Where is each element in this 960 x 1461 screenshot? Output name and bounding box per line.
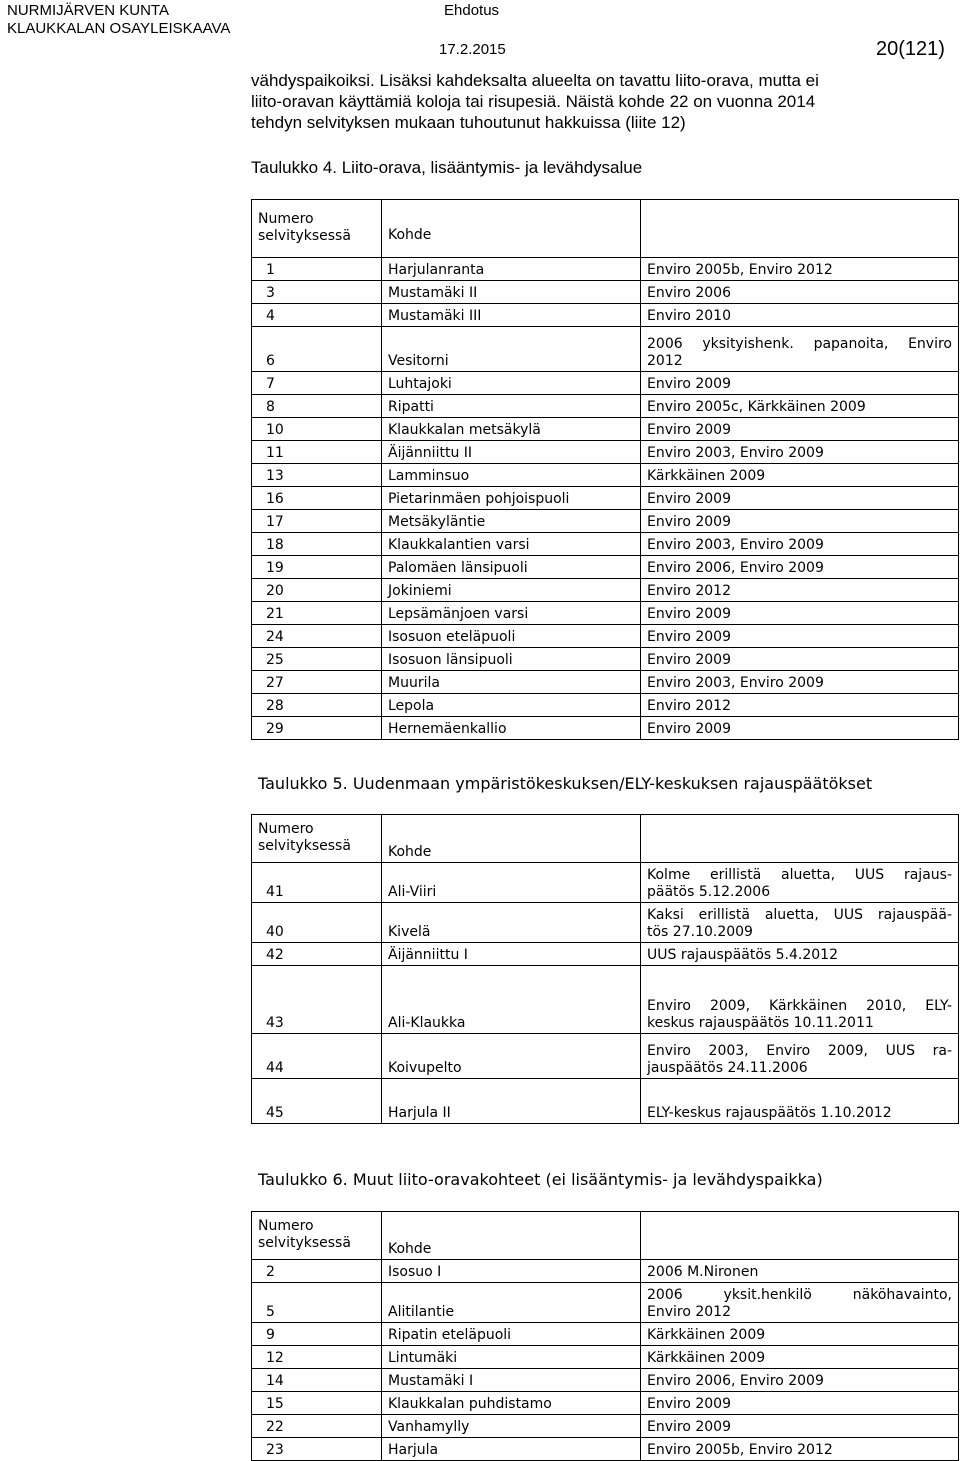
row-source: Enviro 2009 bbox=[641, 487, 959, 510]
table-row bbox=[252, 1438, 959, 1461]
row-number: 13 bbox=[252, 464, 382, 487]
table-row bbox=[252, 1392, 959, 1415]
row-source: Enviro 2012 bbox=[641, 694, 959, 717]
row-site: Äijänniittu I bbox=[382, 943, 641, 966]
row-site: Luhtajoki bbox=[382, 372, 641, 395]
table-row bbox=[252, 1369, 959, 1392]
row-source: UUS rajauspäätös 5.4.2012 bbox=[641, 943, 959, 966]
row-site: Muurila bbox=[382, 671, 641, 694]
row-source: Enviro 2009 bbox=[641, 510, 959, 533]
table-row bbox=[252, 943, 959, 966]
row-source-line: Kaksi erillistä aluetta, UUS rajauspää- bbox=[647, 907, 952, 923]
row-site: Vanhamylly bbox=[382, 1415, 641, 1438]
row-number: 43 bbox=[252, 966, 382, 1034]
row-site: Pietarinmäen pohjoispuoli bbox=[382, 487, 641, 510]
row-site: Lepola bbox=[382, 694, 641, 717]
row-source: Enviro 2003, Enviro 2009 bbox=[641, 533, 959, 556]
row-number: 4 bbox=[252, 304, 382, 327]
row-source: Kärkkäinen 2009 bbox=[641, 1346, 959, 1369]
row-source: Enviro 2009 bbox=[641, 372, 959, 395]
row-site: Lepsämänjoen varsi bbox=[382, 602, 641, 625]
row-source: Enviro 2005b, Enviro 2012 bbox=[641, 258, 959, 281]
row-site: Ripatti bbox=[382, 395, 641, 418]
row-source bbox=[641, 863, 959, 903]
table-row bbox=[252, 717, 959, 740]
header-source bbox=[641, 200, 959, 258]
row-site: Lamminsuo bbox=[382, 464, 641, 487]
row-source-line: Kolme erillistä aluetta, UUS rajaus- bbox=[647, 867, 952, 883]
row-number: 5 bbox=[252, 1283, 382, 1323]
row-site: Alitilantie bbox=[382, 1283, 641, 1323]
table-row bbox=[252, 579, 959, 602]
table-row bbox=[252, 441, 959, 464]
row-source: Enviro 2010 bbox=[641, 304, 959, 327]
table5 bbox=[251, 814, 959, 1124]
table-row bbox=[252, 966, 959, 1034]
row-number: 6 bbox=[252, 327, 382, 372]
table-header-row bbox=[252, 1212, 959, 1260]
row-source: Enviro 2012 bbox=[641, 579, 959, 602]
table-row bbox=[252, 395, 959, 418]
row-number: 9 bbox=[252, 1323, 382, 1346]
row-site: Harjulanranta bbox=[382, 258, 641, 281]
table-row bbox=[252, 304, 959, 327]
row-source: Enviro 2003, Enviro 2009 bbox=[641, 441, 959, 464]
page-number: 20(121) bbox=[876, 38, 945, 60]
table6 bbox=[251, 1211, 959, 1461]
row-site: Isosuo I bbox=[382, 1260, 641, 1283]
table-row bbox=[252, 418, 959, 441]
intro-paragraph bbox=[251, 70, 951, 133]
header-site: Kohde bbox=[382, 815, 641, 863]
row-site: Metsäkyläntie bbox=[382, 510, 641, 533]
table-row bbox=[252, 625, 959, 648]
row-site: Harjula II bbox=[382, 1079, 641, 1124]
row-site: Isosuon länsipuoli bbox=[382, 648, 641, 671]
table-row bbox=[252, 694, 959, 717]
table-row bbox=[252, 903, 959, 943]
row-source bbox=[641, 903, 959, 943]
row-site: Mustamäki III bbox=[382, 304, 641, 327]
table-row bbox=[252, 556, 959, 579]
row-site: Palomäen länsipuoli bbox=[382, 556, 641, 579]
row-number: 25 bbox=[252, 648, 382, 671]
table-row bbox=[252, 1415, 959, 1438]
table-row bbox=[252, 671, 959, 694]
row-site: Klaukkalan metsäkylä bbox=[382, 418, 641, 441]
table-header-row bbox=[252, 200, 959, 258]
table-header-row bbox=[252, 815, 959, 863]
row-source: Enviro 2006 bbox=[641, 281, 959, 304]
header-site: Kohde bbox=[382, 1212, 641, 1260]
row-number: 15 bbox=[252, 1392, 382, 1415]
row-number: 18 bbox=[252, 533, 382, 556]
row-site: Isosuon eteläpuoli bbox=[382, 625, 641, 648]
row-site: Kivelä bbox=[382, 903, 641, 943]
row-source bbox=[641, 327, 959, 372]
table-row bbox=[252, 648, 959, 671]
row-source bbox=[641, 966, 959, 1034]
row-number: 12 bbox=[252, 1346, 382, 1369]
row-number: 7 bbox=[252, 372, 382, 395]
document-date: 17.2.2015 bbox=[439, 41, 506, 58]
row-number: 1 bbox=[252, 258, 382, 281]
row-source: 2006 M.Nironen bbox=[641, 1260, 959, 1283]
row-site: Mustamäki I bbox=[382, 1369, 641, 1392]
table-row bbox=[252, 1079, 959, 1124]
table-row bbox=[252, 281, 959, 304]
row-site: Koivupelto bbox=[382, 1034, 641, 1079]
header-source bbox=[641, 1212, 959, 1260]
row-source: Enviro 2006, Enviro 2009 bbox=[641, 556, 959, 579]
row-site: Harjula bbox=[382, 1438, 641, 1461]
row-number: 19 bbox=[252, 556, 382, 579]
row-source: ELY-keskus rajauspäätös 1.10.2012 bbox=[641, 1079, 959, 1124]
header-site: Kohde bbox=[382, 200, 641, 258]
row-source-line: 2012 bbox=[647, 353, 683, 369]
row-source: Enviro 2003, Enviro 2009 bbox=[641, 671, 959, 694]
document-header-org bbox=[7, 2, 230, 38]
row-source: Enviro 2009 bbox=[641, 1392, 959, 1415]
row-source: Enviro 2006, Enviro 2009 bbox=[641, 1369, 959, 1392]
row-number: 20 bbox=[252, 579, 382, 602]
intro-line: tehdyn selvityksen mukaan tuhoutunut hakkuissa (liite 12) bbox=[251, 113, 686, 132]
table-row bbox=[252, 327, 959, 372]
row-number: 29 bbox=[252, 717, 382, 740]
table5-caption: Taulukko 5. Uudenmaan ympäristökeskuksen/ELY-keskuksen rajauspäätökset bbox=[258, 774, 873, 793]
table4-caption: Taulukko 4. Liito-orava, lisääntymis- ja levähdysalue bbox=[251, 158, 643, 177]
table-row bbox=[252, 372, 959, 395]
row-source-line: Enviro 2012 bbox=[647, 1304, 731, 1320]
row-number: 10 bbox=[252, 418, 382, 441]
table-row bbox=[252, 1323, 959, 1346]
table-row bbox=[252, 533, 959, 556]
row-site: Klaukkalan puhdistamo bbox=[382, 1392, 641, 1415]
row-site: Ali-Klaukka bbox=[382, 966, 641, 1034]
row-source: Enviro 2009 bbox=[641, 625, 959, 648]
table-row bbox=[252, 1346, 959, 1369]
row-source-line: Enviro 2009, Kärkkäinen 2010, ELY- bbox=[647, 998, 952, 1014]
row-source: Enviro 2009 bbox=[641, 418, 959, 441]
row-source-line: keskus rajauspäätös 10.11.2011 bbox=[647, 1015, 874, 1031]
table-row bbox=[252, 510, 959, 533]
row-number: 28 bbox=[252, 694, 382, 717]
row-number: 45 bbox=[252, 1079, 382, 1124]
row-source: Kärkkäinen 2009 bbox=[641, 464, 959, 487]
row-number: 14 bbox=[252, 1369, 382, 1392]
row-number: 40 bbox=[252, 903, 382, 943]
row-number: 44 bbox=[252, 1034, 382, 1079]
row-source-line: Enviro 2003, Enviro 2009, UUS ra- bbox=[647, 1043, 952, 1059]
table4 bbox=[251, 199, 959, 740]
row-number: 2 bbox=[252, 1260, 382, 1283]
table-row bbox=[252, 863, 959, 903]
plan-name: KLAUKKALAN OSAYLEISKAAVA bbox=[7, 20, 231, 37]
header-number: Numero selvityksessä bbox=[252, 200, 382, 258]
row-number: 11 bbox=[252, 441, 382, 464]
row-source: Enviro 2009 bbox=[641, 602, 959, 625]
table-row bbox=[252, 487, 959, 510]
row-number: 17 bbox=[252, 510, 382, 533]
row-site: Hernemäenkallio bbox=[382, 717, 641, 740]
row-site: Vesitorni bbox=[382, 327, 641, 372]
row-source bbox=[641, 1283, 959, 1323]
header-number: Numero selvityksessä bbox=[252, 1212, 382, 1260]
table6-caption: Taulukko 6. Muut liito-oravakohteet (ei lisääntymis- ja levähdyspaikka) bbox=[258, 1170, 823, 1189]
row-number: 21 bbox=[252, 602, 382, 625]
row-source: Kärkkäinen 2009 bbox=[641, 1323, 959, 1346]
table-row bbox=[252, 602, 959, 625]
row-site: Mustamäki II bbox=[382, 281, 641, 304]
row-number: 16 bbox=[252, 487, 382, 510]
intro-line: vähdyspaikoiksi. Lisäksi kahdeksalta alueelta on tavattu liito-orava, mutta ei bbox=[251, 71, 819, 90]
table-row bbox=[252, 1260, 959, 1283]
row-source-line: tös 27.10.2009 bbox=[647, 924, 753, 940]
header-source bbox=[641, 815, 959, 863]
row-number: 22 bbox=[252, 1415, 382, 1438]
row-source: Enviro 2009 bbox=[641, 1415, 959, 1438]
row-source-line: 2006 yksit.henkilö näköhavainto, bbox=[647, 1287, 952, 1303]
row-source-line: jauspäätös 24.11.2006 bbox=[647, 1060, 808, 1076]
row-site: Klaukkalantien varsi bbox=[382, 533, 641, 556]
row-number: 24 bbox=[252, 625, 382, 648]
row-number: 27 bbox=[252, 671, 382, 694]
row-number: 8 bbox=[252, 395, 382, 418]
table-row bbox=[252, 1034, 959, 1079]
org-name: NURMIJÄRVEN KUNTA bbox=[7, 2, 169, 19]
row-site: Jokiniemi bbox=[382, 579, 641, 602]
intro-line: liito-oravan käyttämiä koloja tai risupesiä. Näistä kohde 22 on vuonna 2014 bbox=[251, 92, 816, 111]
table-row bbox=[252, 1283, 959, 1323]
row-source-line: 2006 yksityishenk. papanoita, Enviro bbox=[647, 336, 952, 352]
row-source: Enviro 2005b, Enviro 2012 bbox=[641, 1438, 959, 1461]
row-number: 3 bbox=[252, 281, 382, 304]
row-source: Enviro 2009 bbox=[641, 648, 959, 671]
row-source: Enviro 2005c, Kärkkäinen 2009 bbox=[641, 395, 959, 418]
document-status: Ehdotus bbox=[444, 2, 500, 19]
row-site: Ali-Viiri bbox=[382, 863, 641, 903]
row-site: Äijänniittu II bbox=[382, 441, 641, 464]
header-number: Numero selvityksessä bbox=[252, 815, 382, 863]
row-number: 23 bbox=[252, 1438, 382, 1461]
table-row bbox=[252, 258, 959, 281]
row-number: 42 bbox=[252, 943, 382, 966]
row-source-line: päätös 5.12.2006 bbox=[647, 884, 771, 900]
row-site: Ripatin eteläpuoli bbox=[382, 1323, 641, 1346]
row-site: Lintumäki bbox=[382, 1346, 641, 1369]
row-source bbox=[641, 1034, 959, 1079]
row-source: Enviro 2009 bbox=[641, 717, 959, 740]
row-number: 41 bbox=[252, 863, 382, 903]
table-row bbox=[252, 464, 959, 487]
